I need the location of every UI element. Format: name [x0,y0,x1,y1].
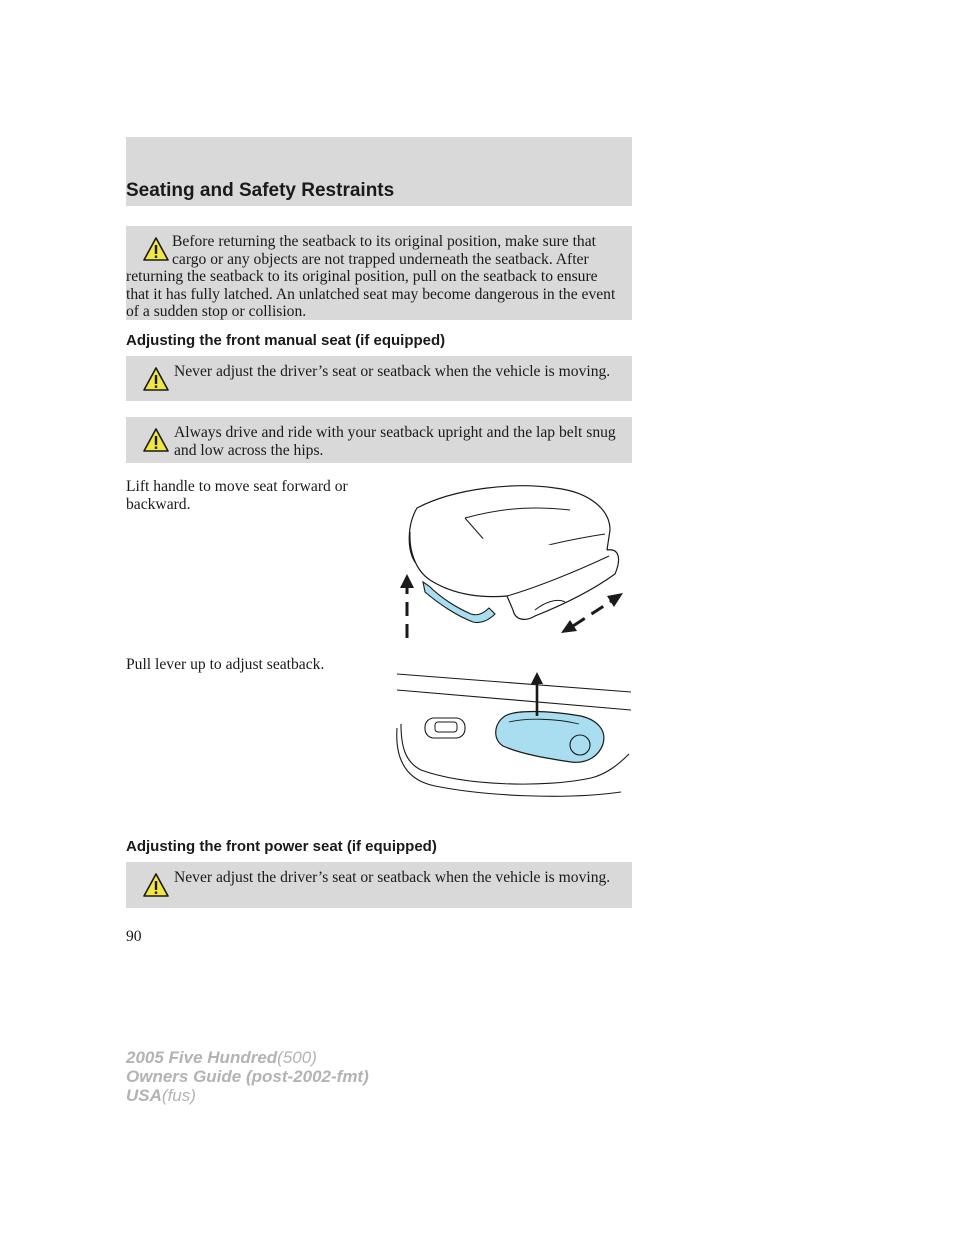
warning-triangle-icon [142,366,170,392]
section-heading-manual-seat: Adjusting the front manual seat (if equipped) [126,332,446,349]
warning-box-seatback-return [126,226,632,320]
footer-market: USA [126,1086,162,1105]
warning-box-driver-moving [126,356,632,401]
instruction-pull-lever: Pull lever up to adjust seatback. [126,656,325,673]
footer-model: 2005 Five Hundred [126,1048,278,1067]
warning-box-seatback-upright [126,417,632,463]
footer [126,1048,369,1105]
footer-model-code: (500) [277,1048,317,1067]
warning-text: Before returning the seatback to its original position, make sure that cargo or any objects are not trapped underneath the seatback. After returning the seatback to its original position, pull on the seatback to ensure that it has fully latched. An unlatched seat may become dangerous in the event of a sudden stop or collision. [126,233,616,320]
page-title: Seating and Safety Restraints [126,180,395,201]
warning-triangle-icon [142,872,170,898]
header-band [126,137,632,206]
warning-triangle-icon [142,236,170,262]
instruction-lift-handle: Lift handle to move seat forward or backward. [126,478,348,513]
warning-box-driver-moving-power [126,862,632,908]
warning-text: Always drive and ride with your seatback upright and the lap belt snug and low across the hips. [174,424,616,459]
footer-guide: Owners Guide (post-2002-fmt) [126,1067,369,1086]
section-heading-power-seat: Adjusting the front power seat (if equipped) [126,838,437,855]
footer-market-code: (fus) [161,1086,196,1105]
warning-triangle-icon [142,427,170,453]
seatback-lever-illustration [395,670,635,810]
page-number: 90 [126,928,142,945]
warning-text: Never adjust the driver’s seat or seatback when the vehicle is moving. [174,869,611,886]
seat-cushion-illustration [395,470,635,642]
warning-text: Never adjust the driver’s seat or seatback when the vehicle is moving. [174,363,611,380]
